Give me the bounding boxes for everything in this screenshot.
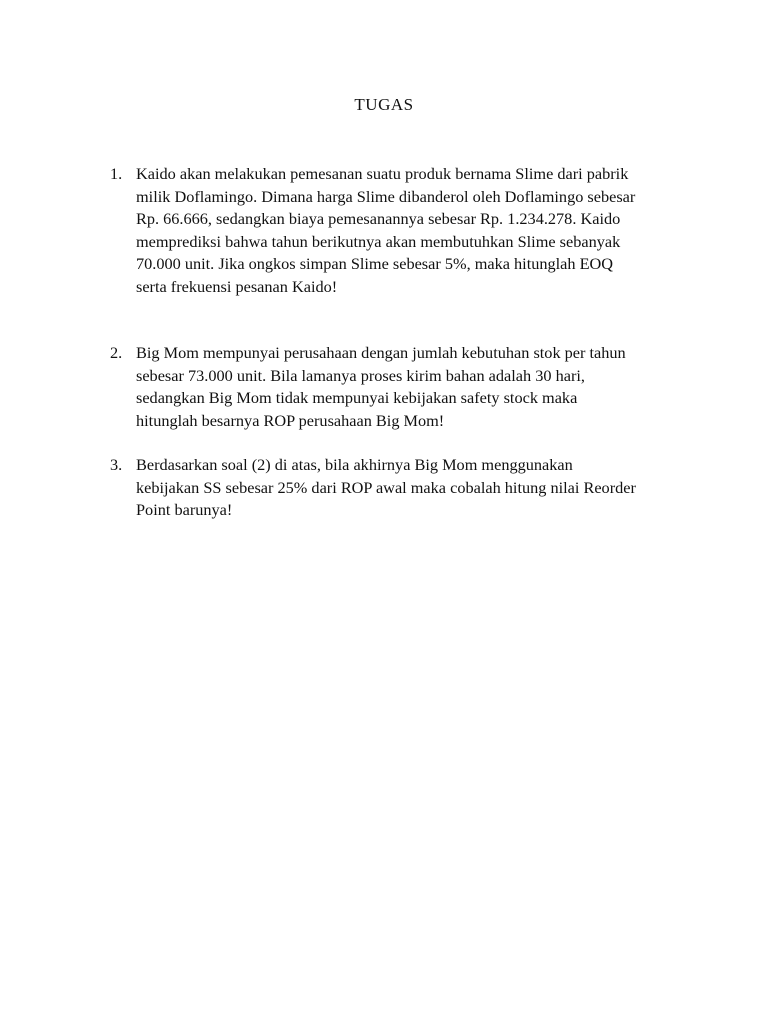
question-number: 1.	[110, 164, 123, 183]
document-title: TUGAS	[354, 95, 414, 114]
question-item	[110, 342, 690, 432]
question-item	[110, 454, 690, 522]
question-item	[110, 163, 690, 298]
question-number: 2.	[110, 343, 123, 362]
question-text: Berdasarkan soal (2) di atas, bila akhirnya Big Mom menggunakan kebijakan SS sebesar 25% dari ROP awal maka cobalah hitung nilai Reorder Point barunya!	[136, 455, 636, 519]
question-text: Kaido akan melakukan pemesanan suatu produk bernama Slime dari pabrik milik Doflamingo. Dimana harga Slime dibanderol oleh Doflamingo sebesar Rp. 66.666, sedangkan biaya pemesanannya sebesar Rp. 1.234.278. Kaido memprediksi bahwa tahun berikutnya akan membutuhkan Slime sebanyak 70.000 unit. Jika ongkos simpan Slime sebesar 5%, maka hitunglah EOQ serta frekuensi pesanan Kaido!	[136, 164, 636, 296]
question-text: Big Mom mempunyai perusahaan dengan jumlah kebutuhan stok per tahun sebesar 73.000 unit. Bila lamanya proses kirim bahan adalah 30 hari, sedangkan Big Mom tidak mempunyai kebijakan safety stock maka hitunglah besarnya ROP perusahaan Big Mom!	[136, 343, 626, 430]
question-number: 3.	[110, 455, 123, 474]
